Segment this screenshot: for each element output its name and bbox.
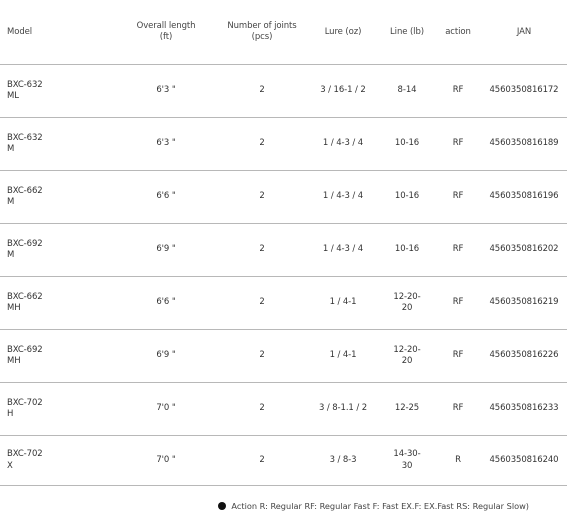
cell-jan-text: 4560350816219 — [489, 297, 559, 308]
cell-line-text: 10-16 — [394, 244, 420, 255]
header-number-of-joints — [217, 0, 307, 65]
cell-joints — [217, 330, 307, 383]
cell-model-text: BXC-662M — [7, 185, 43, 207]
cell-joints — [217, 65, 307, 118]
cell-jan-text: 4560350816233 — [489, 403, 559, 414]
cell-action — [435, 277, 481, 330]
cell-action — [435, 65, 481, 118]
cell-lure-text: 1 / 4-3 / 4 — [322, 138, 364, 149]
table-row — [0, 65, 567, 118]
cell-action — [435, 330, 481, 383]
cell-model-text: BXC-702X — [7, 449, 43, 471]
cell-model-text: BXC-692MH — [7, 344, 43, 366]
cell-jan — [481, 436, 567, 486]
cell-overall-length-text: 6'3 " — [156, 85, 176, 96]
table-row — [0, 171, 567, 224]
cell-joints-text: 2 — [259, 350, 265, 361]
cell-joints-text: 2 — [259, 403, 265, 414]
cell-action — [435, 171, 481, 224]
cell-action-text: RF — [452, 85, 464, 96]
cell-joints — [217, 118, 307, 171]
cell-action-text: R — [455, 454, 461, 465]
cell-line — [379, 383, 435, 436]
cell-model-text: BXC-662MH — [7, 291, 43, 313]
cell-line-text: 10-16 — [394, 191, 420, 202]
action-legend — [218, 501, 529, 511]
cell-model — [0, 330, 115, 383]
cell-lure-text: 1 / 4-1 — [329, 350, 357, 361]
cell-line-text: 10-16 — [394, 138, 420, 149]
header-lure: Lure (oz) — [307, 0, 379, 65]
cell-action — [435, 224, 481, 277]
header-overall-length-text: Overall length (ft) — [136, 21, 196, 42]
cell-joints — [217, 383, 307, 436]
cell-action-text: RF — [452, 138, 464, 149]
cell-model — [0, 436, 115, 486]
cell-jan-text: 4560350816196 — [489, 191, 559, 202]
header-action: action — [435, 0, 481, 65]
cell-lure-text: 1 / 4-3 / 4 — [322, 244, 364, 255]
cell-overall-length — [115, 118, 217, 171]
cell-overall-length — [115, 65, 217, 118]
cell-jan — [481, 65, 567, 118]
cell-jan-text: 4560350816172 — [489, 85, 559, 96]
table-row — [0, 224, 567, 277]
cell-lure — [307, 436, 379, 486]
cell-overall-length — [115, 224, 217, 277]
cell-line-text: 12-25 — [394, 403, 420, 414]
cell-jan — [481, 118, 567, 171]
cell-overall-length-text: 6'6 " — [156, 191, 176, 202]
cell-model — [0, 65, 115, 118]
cell-action-text: RF — [452, 403, 464, 414]
cell-joints-text: 2 — [259, 454, 265, 465]
cell-joints-text: 2 — [259, 244, 265, 255]
cell-lure — [307, 171, 379, 224]
cell-joints — [217, 224, 307, 277]
cell-joints-text: 2 — [259, 191, 265, 202]
cell-lure-text: 3 / 16-1 / 2 — [320, 85, 366, 96]
cell-lure — [307, 65, 379, 118]
cell-line — [379, 277, 435, 330]
cell-jan — [481, 277, 567, 330]
cell-model — [0, 277, 115, 330]
cell-model — [0, 224, 115, 277]
cell-overall-length — [115, 277, 217, 330]
cell-line — [379, 224, 435, 277]
cell-lure — [307, 277, 379, 330]
cell-overall-length-text: 6'9 " — [156, 350, 176, 361]
cell-lure — [307, 330, 379, 383]
cell-joints — [217, 277, 307, 330]
cell-line — [379, 171, 435, 224]
cell-jan — [481, 330, 567, 383]
cell-action-text: RF — [452, 191, 464, 202]
cell-line — [379, 330, 435, 383]
header-model: Model — [0, 0, 115, 65]
cell-lure-text: 3 / 8-3 — [329, 454, 357, 465]
header-line: Line (lb) — [379, 0, 435, 65]
cell-lure — [307, 118, 379, 171]
cell-lure-text: 1 / 4-1 — [329, 297, 357, 308]
cell-lure-text: 3 / 8-1.1 / 2 — [318, 403, 368, 414]
cell-line — [379, 118, 435, 171]
bullet-icon — [218, 502, 226, 510]
cell-model — [0, 383, 115, 436]
cell-lure — [307, 224, 379, 277]
cell-jan-text: 4560350816189 — [489, 138, 559, 149]
cell-model-text: BXC-692M — [7, 238, 43, 260]
cell-model-text: BXC-632ML — [7, 79, 43, 101]
cell-joints — [217, 171, 307, 224]
cell-jan-text: 4560350816202 — [489, 244, 559, 255]
table-row — [0, 383, 567, 436]
cell-line — [379, 436, 435, 486]
cell-overall-length-text: 6'6 " — [156, 297, 176, 308]
cell-lure — [307, 383, 379, 436]
cell-overall-length — [115, 330, 217, 383]
legend-text: Action R: Regular RF: Regular Fast F: Fast EX.F: EX.Fast RS: Regular Slow) — [231, 501, 529, 511]
cell-action-text: RF — [452, 350, 464, 361]
table-row — [0, 436, 567, 486]
cell-line-text: 14-30-30 — [393, 449, 421, 471]
cell-jan-text: 4560350816226 — [489, 350, 559, 361]
cell-line-text: 8-14 — [397, 85, 417, 96]
header-jan: JAN — [481, 0, 567, 65]
cell-jan — [481, 383, 567, 436]
cell-model — [0, 118, 115, 171]
cell-line — [379, 65, 435, 118]
cell-action — [435, 383, 481, 436]
cell-overall-length-text: 7'0 " — [156, 403, 176, 414]
cell-jan — [481, 224, 567, 277]
cell-overall-length — [115, 171, 217, 224]
cell-lure-text: 1 / 4-3 / 4 — [322, 191, 364, 202]
cell-line-text: 12-20-20 — [393, 291, 421, 313]
cell-overall-length-text: 6'9 " — [156, 244, 176, 255]
cell-joints-text: 2 — [259, 297, 265, 308]
header-overall-length — [115, 0, 217, 65]
table-row — [0, 330, 567, 383]
cell-action — [435, 436, 481, 486]
cell-overall-length-text: 6'3 " — [156, 138, 176, 149]
cell-model-text: BXC-702H — [7, 397, 43, 419]
cell-line-text: 12-20-20 — [393, 344, 421, 366]
cell-overall-length — [115, 436, 217, 486]
table-row — [0, 118, 567, 171]
cell-jan-text: 4560350816240 — [489, 454, 559, 465]
cell-joints-text: 2 — [259, 85, 265, 96]
cell-joints — [217, 436, 307, 486]
cell-overall-length — [115, 383, 217, 436]
cell-action-text: RF — [452, 244, 464, 255]
cell-action-text: RF — [452, 297, 464, 308]
cell-overall-length-text: 7'0 " — [156, 454, 176, 465]
cell-jan — [481, 171, 567, 224]
cell-action — [435, 118, 481, 171]
table-row — [0, 277, 567, 330]
table-header-row — [0, 0, 567, 65]
cell-model — [0, 171, 115, 224]
cell-model-text: BXC-632M — [7, 132, 43, 154]
header-joints-text: Number of joints (pcs) — [227, 21, 297, 42]
cell-joints-text: 2 — [259, 138, 265, 149]
